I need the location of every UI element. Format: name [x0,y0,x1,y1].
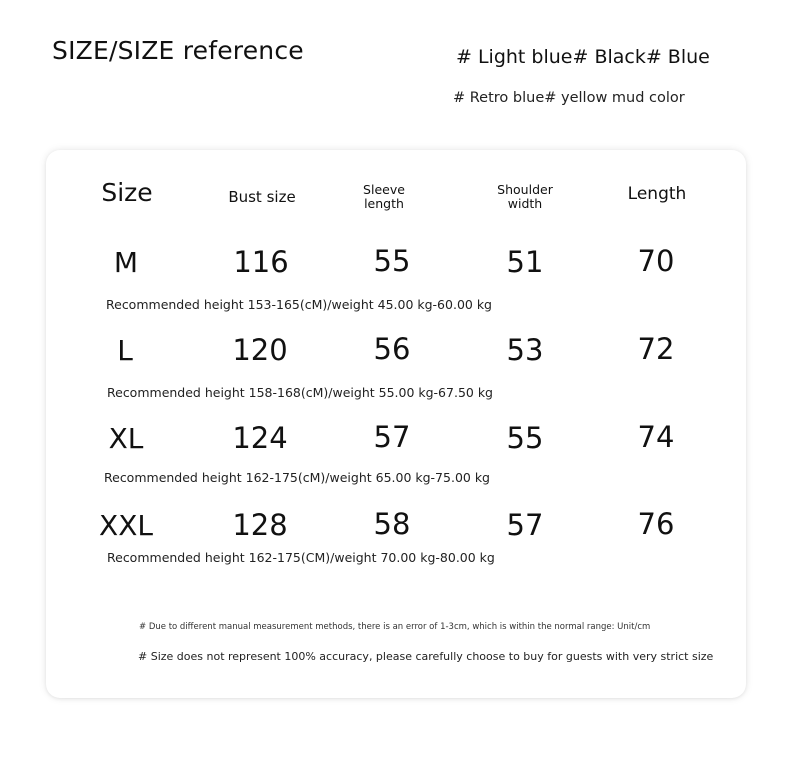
row-bust: 116 [233,245,289,279]
row-shoulder: 53 [506,333,544,367]
row-length: 76 [637,507,675,541]
header-shoulder-line-2: width [507,196,543,211]
row-sleeve: 56 [373,332,411,366]
header-sleeve [363,183,405,211]
color-options-line-1: # Light blue# Black# Blue [456,46,710,68]
row-size: XL [108,422,144,455]
row-sleeve: 57 [373,420,411,454]
header-sleeve-line-1: Sleeve [363,182,405,197]
row-recommendation: Recommended height 162-175(cM)/weight 65.00 kg-75.00 kg [104,470,490,485]
header-size: Size [101,178,153,207]
row-sleeve: 58 [373,507,411,541]
header-shoulder [497,183,553,211]
header-shoulder-line-1: Shoulder [497,182,553,197]
header-sleeve-line-2: length [364,196,404,211]
row-recommendation: Recommended height 153-165(cM)/weight 45.00 kg-60.00 kg [106,297,492,312]
row-length: 70 [637,244,675,278]
row-shoulder: 55 [506,421,544,455]
row-length: 72 [637,332,675,366]
measurement-note: # Due to different manual measurement methods, there is an error of 1-3cm, which is within the normal range: Unit/cm [139,622,651,632]
page-title: SIZE/SIZE reference [52,36,304,65]
row-length: 74 [637,420,675,454]
size-chart-card [46,150,746,698]
row-size: XXL [99,509,153,542]
row-bust: 128 [232,508,288,542]
header-length: Length [627,184,687,204]
row-bust: 120 [232,333,288,367]
row-sleeve: 55 [373,244,411,278]
row-shoulder: 57 [506,508,544,542]
color-options-line-2: # Retro blue# yellow mud color [453,90,685,106]
row-recommendation: Recommended height 158-168(cM)/weight 55.00 kg-67.50 kg [107,385,493,400]
row-size: M [113,246,139,279]
row-shoulder: 51 [506,245,544,279]
row-bust: 124 [232,421,288,455]
row-size: L [117,334,133,367]
header-bust: Bust size [228,188,296,206]
row-recommendation: Recommended height 162-175(CM)/weight 70.00 kg-80.00 kg [107,550,495,565]
accuracy-note: # Size does not represent 100% accuracy, please carefully choose to buy for guests with very strict size [138,650,714,663]
